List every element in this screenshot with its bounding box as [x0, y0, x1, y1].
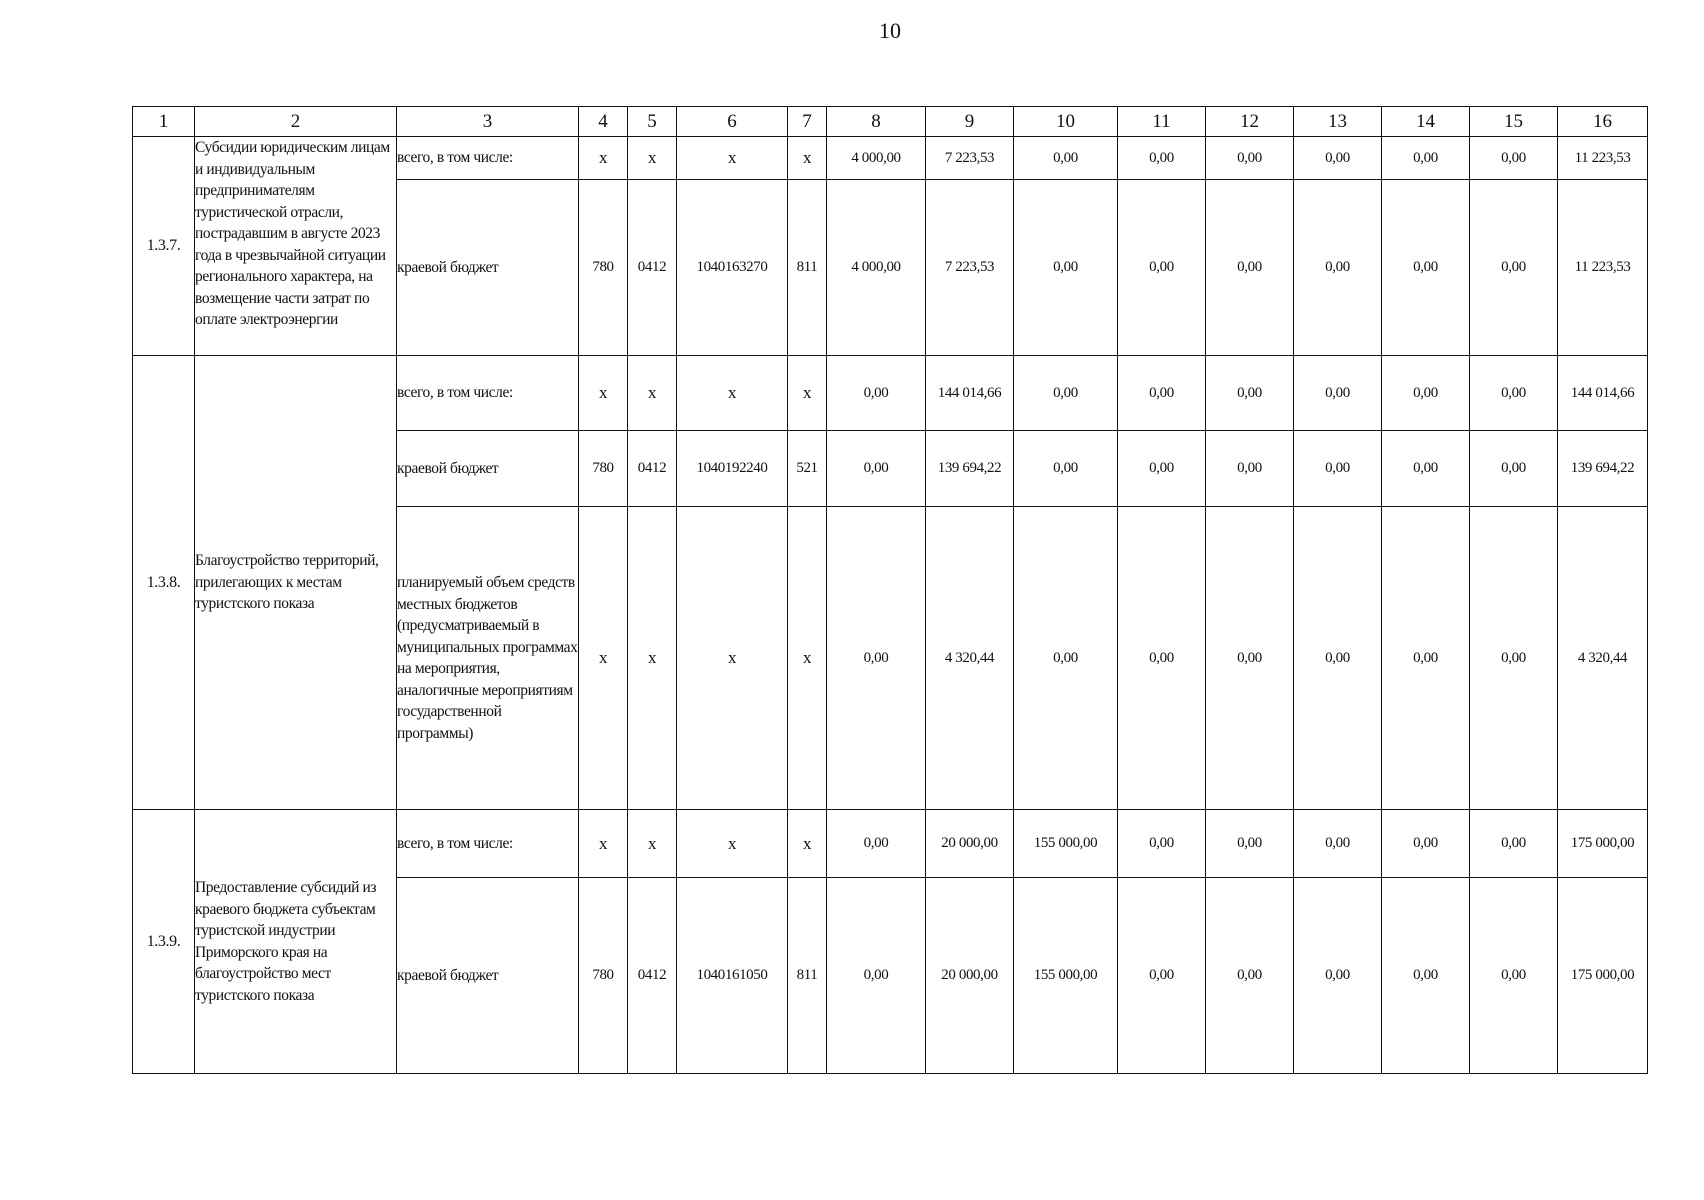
table-row — [133, 810, 1648, 878]
cell-col16: 144 014,66 — [1558, 356, 1648, 431]
cell-col9: 20 000,00 — [926, 810, 1014, 878]
cell-col6: 1040163270 — [677, 180, 788, 356]
cell-col5: x — [628, 137, 677, 180]
cell-col10: 0,00 — [1014, 507, 1118, 810]
budget-table — [132, 106, 1648, 1074]
cell-col9: 7 223,53 — [926, 137, 1014, 180]
column-header: 1 — [133, 107, 195, 137]
cell-col5: x — [628, 810, 677, 878]
column-header: 7 — [788, 107, 827, 137]
cell-col9: 4 320,44 — [926, 507, 1014, 810]
cell-col5: 0412 — [628, 431, 677, 507]
page-number: 10 — [879, 18, 901, 43]
cell-col10: 0,00 — [1014, 137, 1118, 180]
cell-col10: 155 000,00 — [1014, 810, 1118, 878]
cell-col13: 0,00 — [1294, 431, 1382, 507]
cell-col12: 0,00 — [1206, 180, 1294, 356]
cell-col11: 0,00 — [1118, 356, 1206, 431]
table-row — [133, 137, 1648, 180]
cell-col16: 139 694,22 — [1558, 431, 1648, 507]
cell-col6: x — [677, 810, 788, 878]
cell-col13: 0,00 — [1294, 507, 1382, 810]
cell-col14: 0,00 — [1382, 810, 1470, 878]
measure-name: Благоустройство территорий, прилегающих к местам туристского показа — [195, 356, 397, 810]
column-header: 9 — [926, 107, 1014, 137]
funding-source: всего, в том числе: — [397, 810, 579, 878]
column-header: 11 — [1118, 107, 1206, 137]
cell-col15: 0,00 — [1470, 878, 1558, 1074]
header-row — [133, 107, 1648, 137]
cell-col12: 0,00 — [1206, 810, 1294, 878]
cell-col9: 139 694,22 — [926, 431, 1014, 507]
funding-source: краевой бюджет — [397, 431, 579, 507]
cell-col9: 7 223,53 — [926, 180, 1014, 356]
cell-col16: 11 223,53 — [1558, 180, 1648, 356]
cell-col11: 0,00 — [1118, 810, 1206, 878]
cell-col10: 0,00 — [1014, 431, 1118, 507]
cell-col12: 0,00 — [1206, 507, 1294, 810]
cell-col11: 0,00 — [1118, 507, 1206, 810]
cell-col7: x — [788, 356, 827, 431]
measure-name: Субсидии юридическим лицам и индивидуальным предпринимателям туристической отрасли, пострадавшим в августе 2023 года в чрезвычайной ситуации регионального характера, на возмещение части затрат по оплате электроэнергии — [195, 137, 397, 356]
cell-col10: 0,00 — [1014, 356, 1118, 431]
cell-col13: 0,00 — [1294, 356, 1382, 431]
cell-col7: 521 — [788, 431, 827, 507]
cell-col11: 0,00 — [1118, 878, 1206, 1074]
cell-col15: 0,00 — [1470, 810, 1558, 878]
cell-col6: x — [677, 356, 788, 431]
cell-col15: 0,00 — [1470, 180, 1558, 356]
cell-col6: 1040192240 — [677, 431, 788, 507]
cell-col7: x — [788, 137, 827, 180]
cell-col10: 0,00 — [1014, 180, 1118, 356]
column-header: 13 — [1294, 107, 1382, 137]
cell-col15: 0,00 — [1470, 431, 1558, 507]
row-number: 1.3.8. — [133, 356, 195, 810]
cell-col4: 780 — [579, 180, 628, 356]
cell-col14: 0,00 — [1382, 507, 1470, 810]
row-number: 1.3.9. — [133, 810, 195, 1074]
cell-col13: 0,00 — [1294, 878, 1382, 1074]
column-header: 15 — [1470, 107, 1558, 137]
cell-col9: 20 000,00 — [926, 878, 1014, 1074]
cell-col4: x — [579, 507, 628, 810]
cell-col16: 11 223,53 — [1558, 137, 1648, 180]
cell-col13: 0,00 — [1294, 180, 1382, 356]
cell-col14: 0,00 — [1382, 356, 1470, 431]
cell-col15: 0,00 — [1470, 137, 1558, 180]
cell-col10: 155 000,00 — [1014, 878, 1118, 1074]
cell-col14: 0,00 — [1382, 431, 1470, 507]
cell-col12: 0,00 — [1206, 431, 1294, 507]
cell-col6: x — [677, 507, 788, 810]
funding-source: краевой бюджет — [397, 180, 579, 356]
cell-col13: 0,00 — [1294, 810, 1382, 878]
cell-col12: 0,00 — [1206, 137, 1294, 180]
column-header: 2 — [195, 107, 397, 137]
column-header: 5 — [628, 107, 677, 137]
column-header: 4 — [579, 107, 628, 137]
column-header: 8 — [827, 107, 926, 137]
cell-col15: 0,00 — [1470, 356, 1558, 431]
cell-col14: 0,00 — [1382, 137, 1470, 180]
cell-col8: 0,00 — [827, 431, 926, 507]
cell-col4: 780 — [579, 878, 628, 1074]
funding-source: краевой бюджет — [397, 878, 579, 1074]
cell-col14: 0,00 — [1382, 878, 1470, 1074]
funding-source: всего, в том числе: — [397, 356, 579, 431]
cell-col8: 0,00 — [827, 356, 926, 431]
column-header: 10 — [1014, 107, 1118, 137]
cell-col7: 811 — [788, 878, 827, 1074]
column-header: 3 — [397, 107, 579, 137]
cell-col5: x — [628, 507, 677, 810]
cell-col15: 0,00 — [1470, 507, 1558, 810]
cell-col13: 0,00 — [1294, 137, 1382, 180]
column-header: 16 — [1558, 107, 1648, 137]
funding-source: всего, в том числе: — [397, 137, 579, 180]
cell-col8: 0,00 — [827, 810, 926, 878]
cell-col16: 175 000,00 — [1558, 878, 1648, 1074]
cell-col7: x — [788, 507, 827, 810]
column-header: 6 — [677, 107, 788, 137]
measure-name: Предоставление субсидий из краевого бюджета субъектам туристской индустрии Приморского края на благоустройство мест туристского показа — [195, 810, 397, 1074]
cell-col8: 4 000,00 — [827, 137, 926, 180]
cell-col11: 0,00 — [1118, 137, 1206, 180]
cell-col7: x — [788, 810, 827, 878]
cell-col6: 1040161050 — [677, 878, 788, 1074]
table-row — [133, 356, 1648, 431]
cell-col8: 0,00 — [827, 507, 926, 810]
cell-col4: x — [579, 356, 628, 431]
cell-col6: x — [677, 137, 788, 180]
cell-col7: 811 — [788, 180, 827, 356]
cell-col8: 0,00 — [827, 878, 926, 1074]
cell-col14: 0,00 — [1382, 180, 1470, 356]
column-header: 14 — [1382, 107, 1470, 137]
funding-source: планируемый объем средств местных бюджетов (предусматриваемый в муниципальных программах на мероприятия, аналогичные мероприятиям государственной программы) — [397, 507, 579, 810]
cell-col4: x — [579, 137, 628, 180]
cell-col11: 0,00 — [1118, 431, 1206, 507]
cell-col4: 780 — [579, 431, 628, 507]
cell-col4: x — [579, 810, 628, 878]
cell-col12: 0,00 — [1206, 356, 1294, 431]
row-number: 1.3.7. — [133, 137, 195, 356]
column-header: 12 — [1206, 107, 1294, 137]
cell-col16: 175 000,00 — [1558, 810, 1648, 878]
cell-col5: 0412 — [628, 878, 677, 1074]
cell-col9: 144 014,66 — [926, 356, 1014, 431]
cell-col5: x — [628, 356, 677, 431]
cell-col11: 0,00 — [1118, 180, 1206, 356]
cell-col5: 0412 — [628, 180, 677, 356]
cell-col8: 4 000,00 — [827, 180, 926, 356]
cell-col12: 0,00 — [1206, 878, 1294, 1074]
cell-col16: 4 320,44 — [1558, 507, 1648, 810]
